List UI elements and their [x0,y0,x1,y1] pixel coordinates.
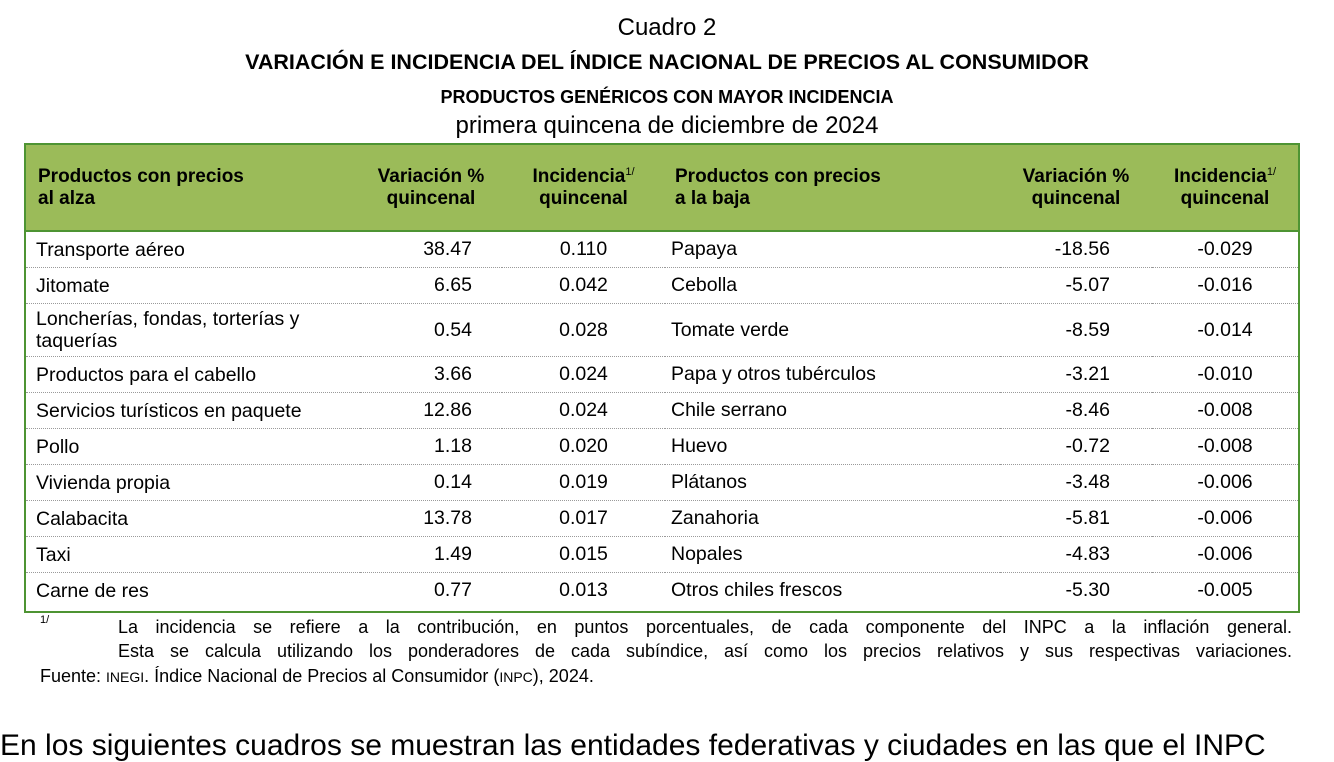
table-row [26,357,1298,393]
up-product-cell: Jitomate [26,268,360,304]
down-variation-cell: -5.81 [1000,501,1152,537]
down-product-cell: Cebolla [665,268,1000,304]
table-row [26,537,1298,573]
table-title: VARIACIÓN E INCIDENCIA DEL ÍNDICE NACIONAL DE PRECIOS AL CONSUMIDOR [245,50,1089,74]
up-product-cell: Taxi [26,537,360,573]
table-row [26,429,1298,465]
source-note: Fuente: INEGI. Índice Nacional de Precios al Consumidor (INPC), 2024. [40,666,594,686]
up-variation-cell: 3.66 [360,357,502,393]
up-incidence-cell: 0.024 [502,357,665,393]
up-incidence-cell: 0.013 [559,579,608,601]
col-header-down-products: Productos con precios a la baja [665,145,1000,231]
down-product-cell: Otros chiles frescos [671,579,843,601]
down-variation-cell: -5.07 [1000,268,1152,304]
incidence-table [24,143,1300,613]
source-org: INEGI [106,669,145,685]
down-variation-cell: -8.59 [1000,304,1152,357]
table-body [26,231,1298,608]
down-variation-cell: -3.21 [1000,357,1152,393]
down-product-cell: Plátanos [665,465,1000,501]
down-product-cell: Zanahoria [665,501,1000,537]
table-number: Cuadro 2 [617,14,717,41]
down-incidence-cell: -0.016 [1152,268,1298,304]
col-header-up-variation: Variación % quincenal [360,145,502,231]
up-product-cell: Pollo [26,429,360,465]
down-variation-cell: -4.83 [1000,537,1152,573]
up-incidence-cell: 0.028 [502,304,665,357]
up-incidence-cell: 0.020 [502,429,665,465]
footnote-ref: 1/ [1266,165,1277,178]
up-product-cell: Servicios turísticos en paquete [26,393,360,429]
up-variation-cell: 0.54 [360,304,502,357]
up-product-cell: Transporte aéreo [26,231,360,268]
up-incidence-cell: 0.042 [502,268,665,304]
down-incidence-cell: -0.005 [1197,579,1253,601]
up-variation-cell: 13.78 [360,501,502,537]
up-incidence-cell: 0.015 [502,537,665,573]
col-header-up-incidence: Incidencia$^{1/}$ quincenal [502,145,665,231]
down-variation-cell: -3.48 [1000,465,1152,501]
table-row [26,304,1298,357]
up-variation-cell: 6.65 [360,268,502,304]
up-product-cell: Productos para el cabello [26,357,360,393]
down-variation-cell: -18.56 [1000,231,1152,268]
up-product-cell: Carne de res [36,579,149,602]
up-product-cell: Calabacita [26,501,360,537]
down-incidence-cell: -0.014 [1152,304,1298,357]
source-abbr: INPC [499,669,533,685]
up-variation-cell: 38.47 [360,231,502,268]
down-variation-cell: -0.72 [1000,429,1152,465]
down-product-cell: Nopales [665,537,1000,573]
up-product-cell: Vivienda propia [26,465,360,501]
footnote-ref: 1/ [625,165,635,178]
up-incidence-cell: 0.019 [502,465,665,501]
table-row [26,393,1298,429]
down-product-cell: Papaya [665,231,1000,268]
down-product-cell: Chile serrano [665,393,1000,429]
down-variation-cell: -8.46 [1000,393,1152,429]
table-row [26,573,1298,609]
up-variation-cell: 1.18 [360,429,502,465]
up-variation-cell: 0.77 [434,579,472,601]
down-incidence-cell: -0.006 [1152,501,1298,537]
table-row [26,268,1298,304]
footnote-line-2: Esta se calcula utilizando los ponderadores de cada subíndice, así como los precios relativos y sus respectivas variaciones. [118,641,1292,661]
down-incidence-cell: -0.010 [1152,357,1298,393]
up-variation-cell: 0.14 [360,465,502,501]
up-incidence-cell: 0.024 [502,393,665,429]
table-header-row [26,145,1298,231]
down-variation-cell: -5.30 [1065,579,1110,601]
down-incidence-cell: -0.006 [1152,537,1298,573]
table-row [26,501,1298,537]
footnote-line-1: La incidencia se refiere a la contribución, en puntos porcentuales, de cada componente del INPC a la inflación general. [118,617,1292,637]
col-header-down-variation: Variación % quincenal [1000,145,1152,231]
down-product-cell: Huevo [665,429,1000,465]
down-product-cell: Papa y otros tubérculos [665,357,1000,393]
up-incidence-cell: 0.110 [502,231,665,268]
up-variation-cell: 12.86 [360,393,502,429]
down-incidence-cell: -0.008 [1152,429,1298,465]
table-subtitle: PRODUCTOS GENÉRICOS CON MAYOR INCIDENCIA [440,87,894,107]
up-variation-cell: 1.49 [360,537,502,573]
down-product-cell: Tomate verde [665,304,1000,357]
down-incidence-cell: -0.029 [1152,231,1298,268]
truncated-body-text: En los siguientes cuadros se muestran las entidades federativas y ciudades en las que el INPC [0,729,1266,762]
table-row [26,465,1298,501]
col-header-down-incidence: Incidencia$^{1/}$ quincenal [1152,145,1298,231]
table-row [26,231,1298,268]
table-period: primera quincena de diciembre de 2024 [455,112,879,139]
col-header-up-products: Productos con precios al alza [26,145,360,231]
footnote-mark: 1/ [40,614,50,626]
down-incidence-cell: -0.006 [1152,465,1298,501]
up-product-cell: Loncherías, fondas, torterías y taquerías [26,304,360,357]
down-incidence-cell: -0.008 [1152,393,1298,429]
up-incidence-cell: 0.017 [502,501,665,537]
